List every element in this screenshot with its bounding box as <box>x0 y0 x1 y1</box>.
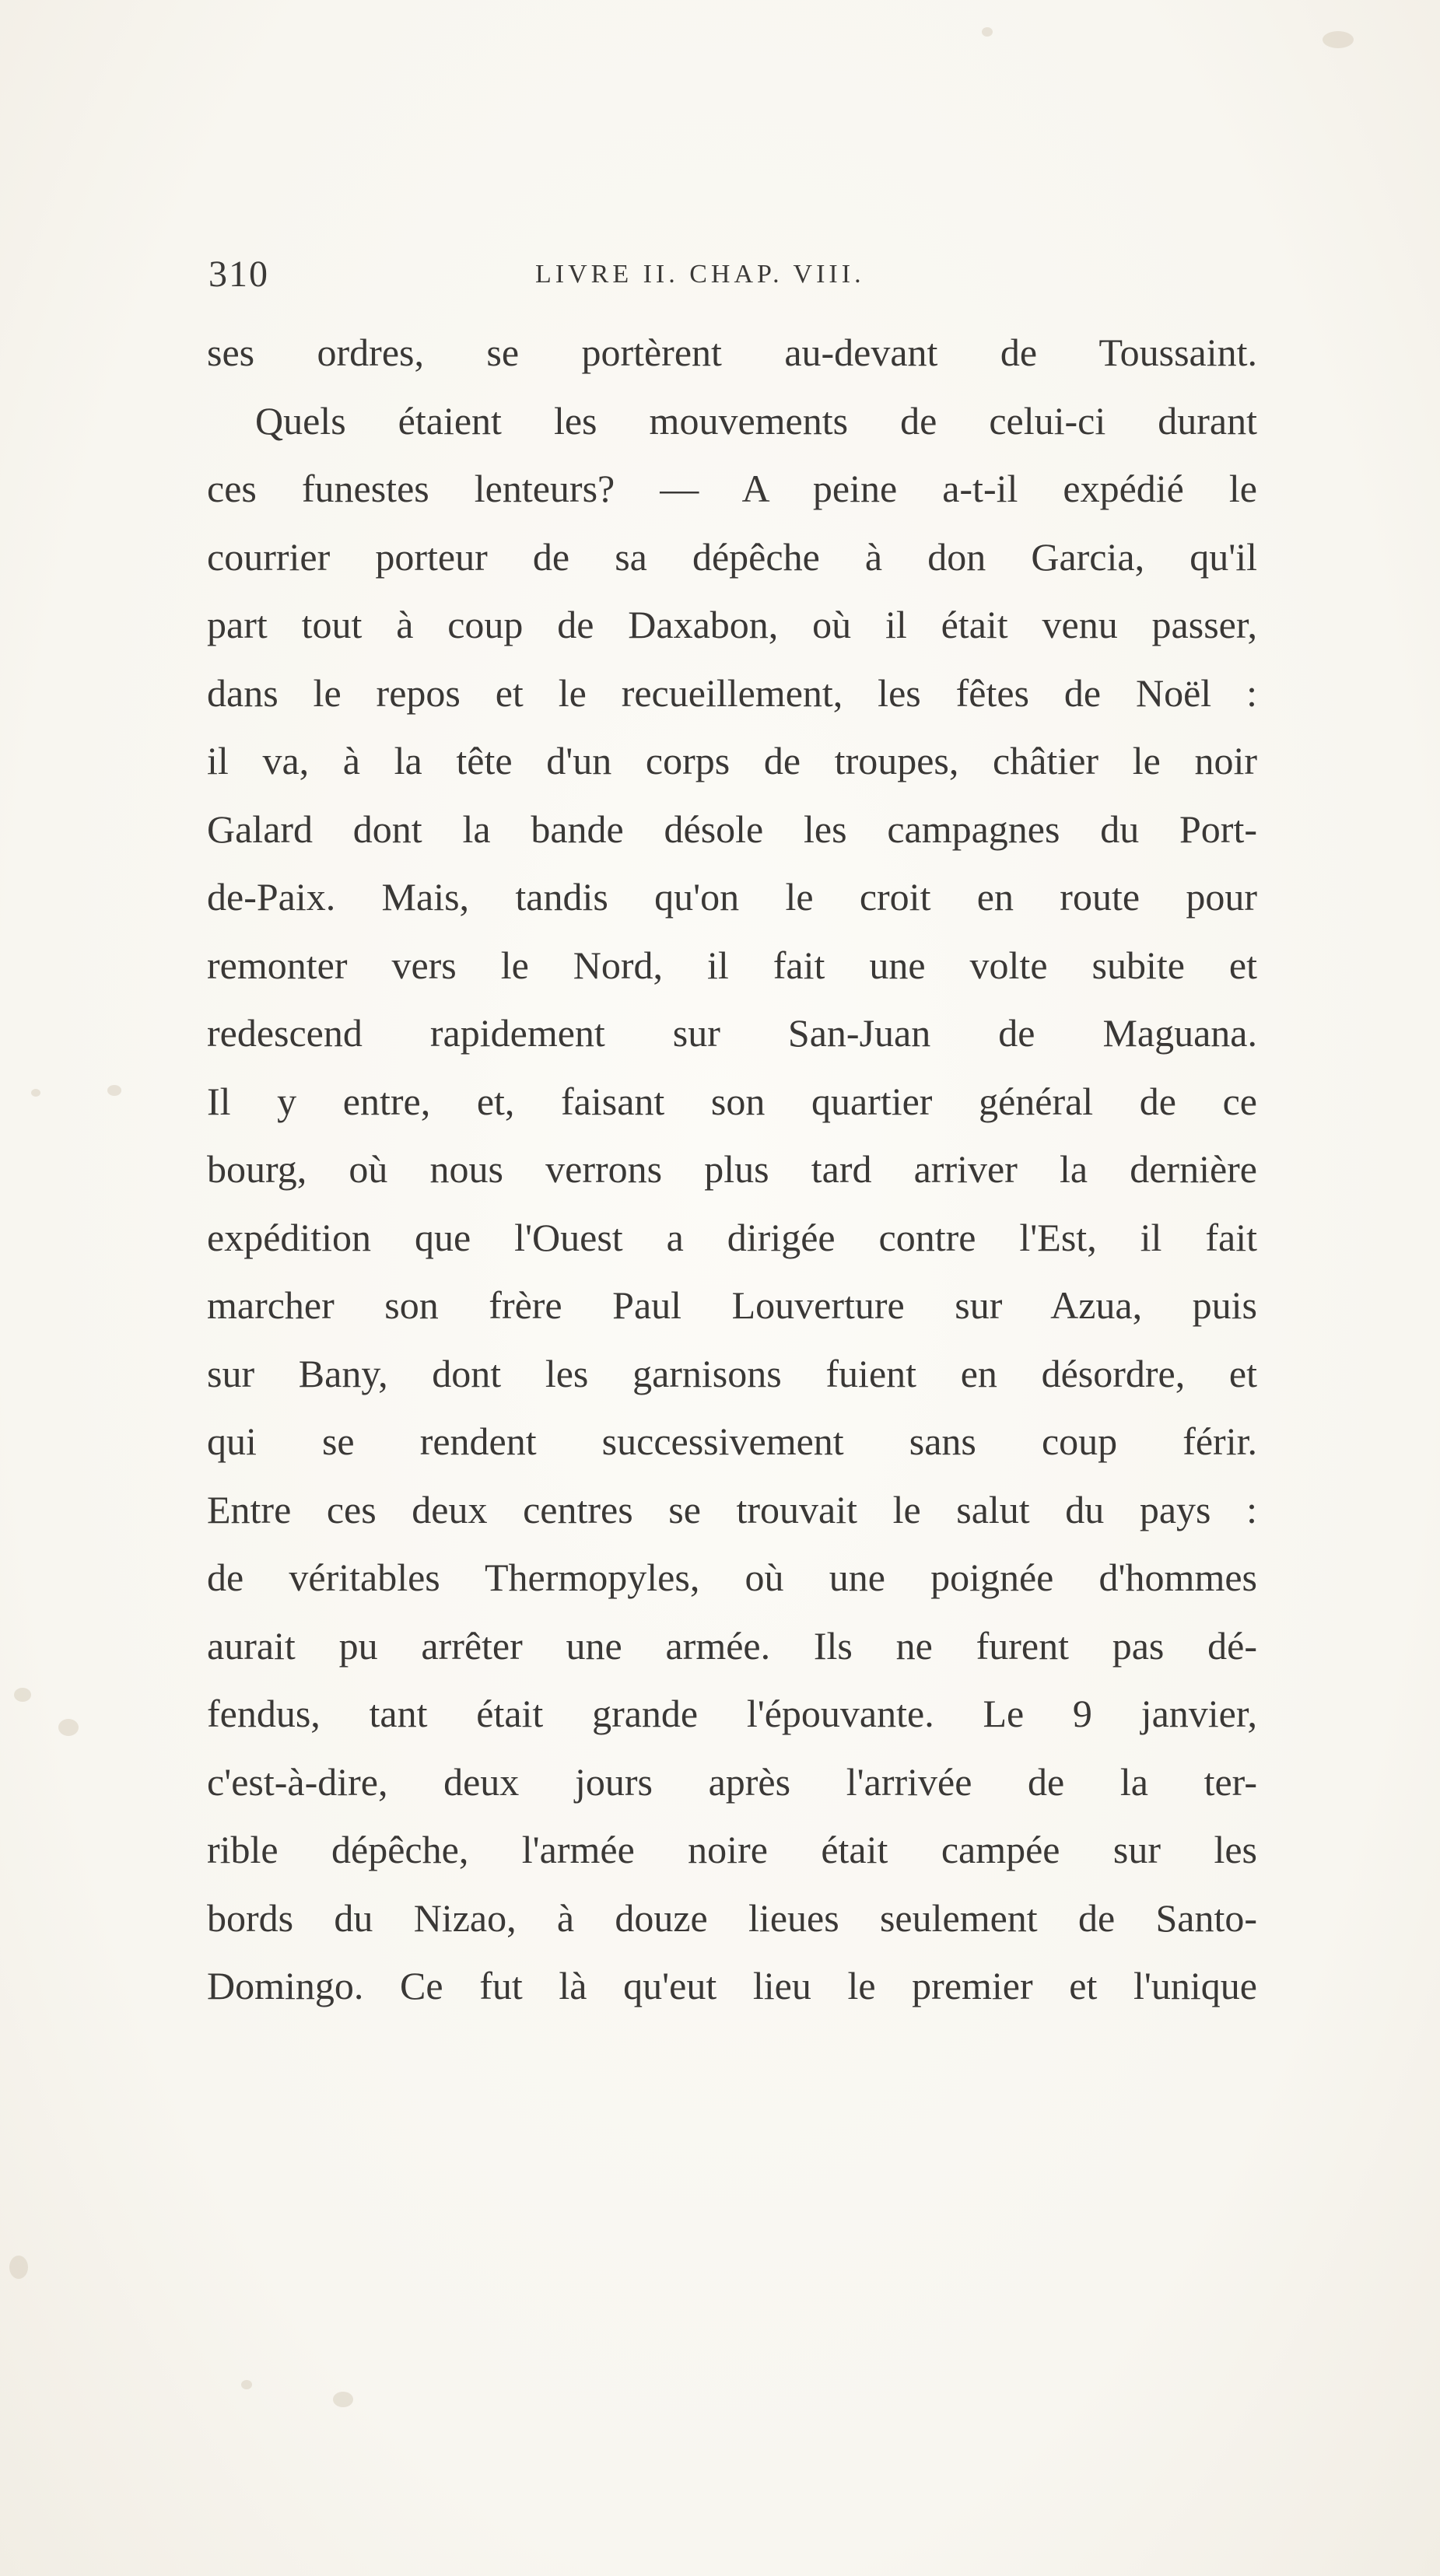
text-line: expédition que l'Ouest a dirigée contre l'Est, il fait <box>207 1215 1257 1259</box>
text-line: dans le repos et le recueillement, les fêtes de Noël : <box>207 670 1257 715</box>
paper-speck <box>333 2392 353 2407</box>
body-text <box>207 319 1257 2021</box>
text-line: courrier porteur de sa dépêche à don Garcia, qu'il <box>207 534 1257 579</box>
text-line: Domingo. Ce fut là qu'eut lieu le premier et l'unique <box>207 1964 1257 2007</box>
paper-speck <box>982 27 993 37</box>
text-line: Il y entre, et, faisant son quartier général de ce <box>207 1079 1257 1123</box>
page-header <box>208 247 1260 302</box>
running-head: LIVRE II. CHAP. VIII. <box>535 260 865 289</box>
text-line: de véritables Thermopyles, où une poignée d'hommes <box>207 1556 1257 1599</box>
text-line: ses ordres, se portèrent au-devant de Toussaint. <box>207 331 1257 374</box>
paper-speck <box>107 1085 121 1096</box>
paper-speck <box>241 2380 252 2389</box>
text-line: bourg, où nous verrons plus tard arriver la dernière <box>207 1147 1257 1191</box>
text-line: ces funestes lenteurs? — A peine a-t-il expédié le <box>207 467 1257 510</box>
text-line: Quels étaient les mouvements de celui-ci durant <box>255 398 1257 443</box>
paper-speck <box>9 2256 28 2279</box>
paper-speck <box>58 1719 79 1736</box>
text-line: fendus, tant était grande l'épouvante. Le 9 janvier, <box>207 1692 1257 1735</box>
text-line: redescend rapidement sur San-Juan de Maguana. <box>207 1011 1257 1055</box>
text-line: bords du Nizao, à douze lieues seulement de Santo- <box>207 1895 1257 1940</box>
text-line: Entre ces deux centres se trouvait le salut du pays : <box>207 1487 1257 1531</box>
text-line: aurait pu arrêter une armée. Ils ne furent pas dé- <box>207 1623 1257 1668</box>
text-line: Galard dont la bande désole les campagnes du Port- <box>207 807 1257 851</box>
text-line: sur Bany, dont les garnisons fuient en désordre, et <box>207 1351 1257 1395</box>
text-line: marcher son frère Paul Louverture sur Azua, puis <box>207 1283 1257 1327</box>
paper-speck <box>14 1688 31 1702</box>
text-line: rible dépêche, l'armée noire était campée sur les <box>207 1828 1257 1871</box>
text-line: remonter vers le Nord, il fait une volte subite et <box>207 943 1257 987</box>
text-line: part tout à coup de Daxabon, où il était venu passer, <box>207 603 1257 646</box>
paper-speck <box>31 1089 40 1097</box>
text-line: qui se rendent successivement sans coup férir. <box>207 1419 1257 1463</box>
text-line: c'est-à-dire, deux jours après l'arrivée de la ter- <box>207 1759 1257 1804</box>
page-number: 310 <box>208 254 269 295</box>
text-line: de-Paix. Mais, tandis qu'on le croit en route pour <box>207 875 1257 919</box>
paper-speck <box>1323 31 1354 48</box>
text-line: il va, à la tête d'un corps de troupes, châtier le noir <box>207 739 1257 782</box>
